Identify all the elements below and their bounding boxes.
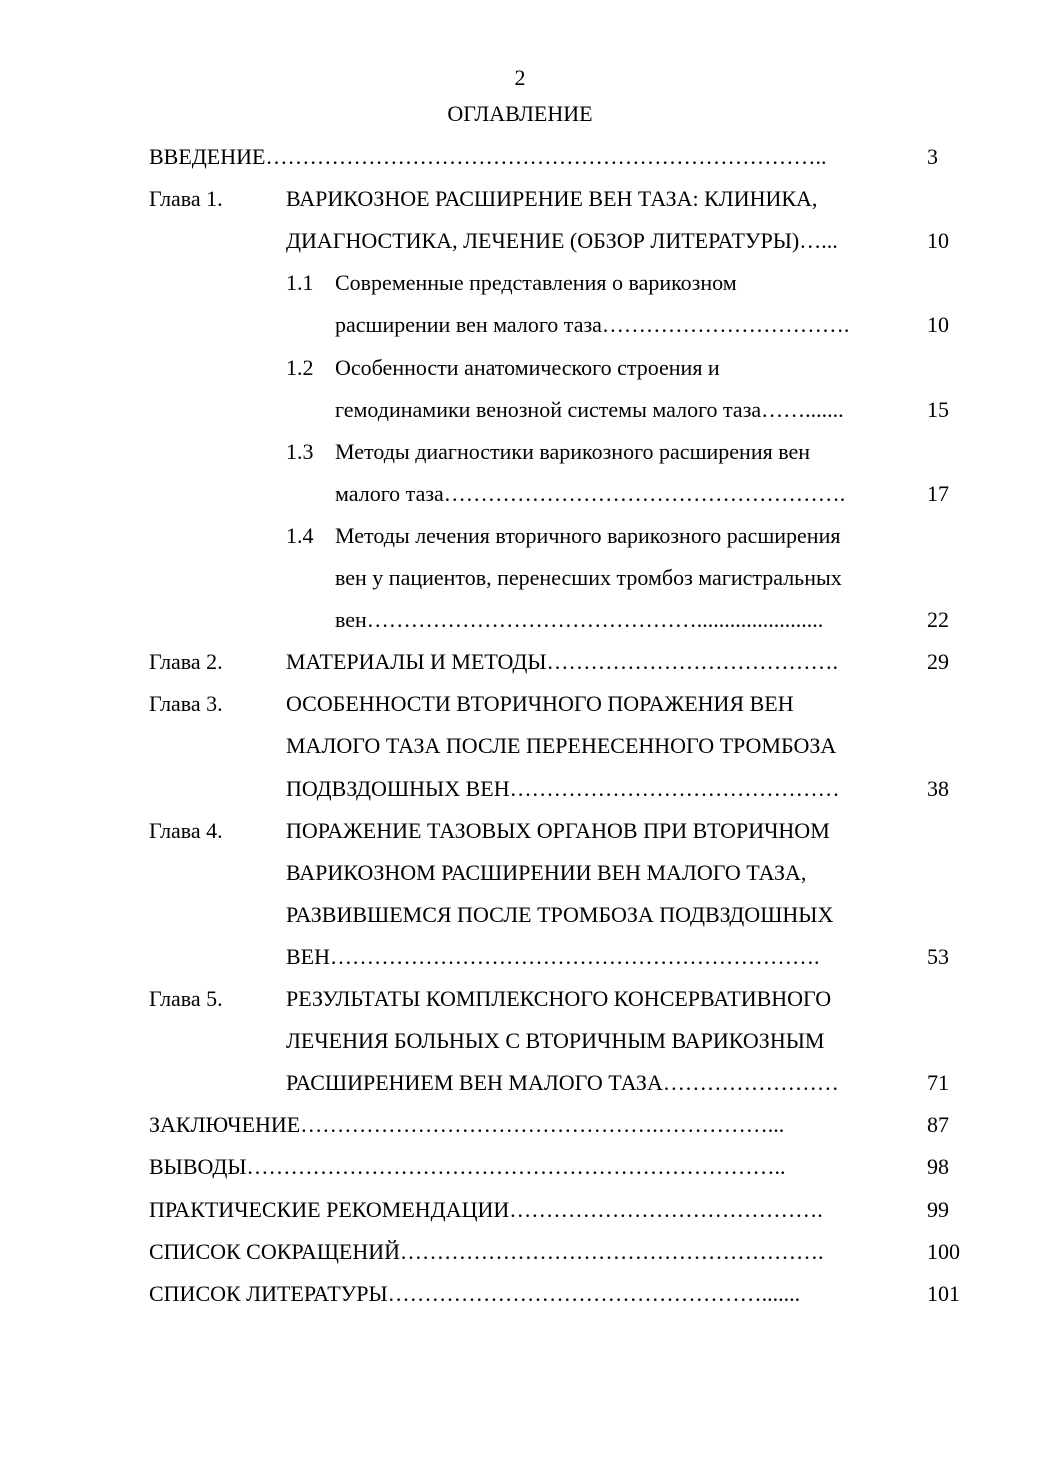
toc-entry-text: расширении вен малого таза……………………………. bbox=[335, 312, 850, 338]
toc-entry-text: ПОРАЖЕНИЕ ТАЗОВЫХ ОРГАНОВ ПРИ ВТОРИЧНОМ bbox=[286, 817, 830, 843]
toc-page-number: 53 bbox=[927, 943, 949, 969]
toc-chapter-label: Глава 2. bbox=[149, 649, 223, 675]
toc-entry-text: МАЛОГО ТАЗА ПОСЛЕ ПЕРЕНЕСЕННОГО ТРОМБОЗА bbox=[286, 733, 837, 759]
toc-page-number: 29 bbox=[927, 649, 949, 675]
toc-entry-text: вен………………………………………....................... bbox=[335, 607, 824, 633]
toc-entry-text: ПОДВЗДОШНЫХ ВЕН……………………………………… bbox=[286, 775, 840, 801]
toc-entry-text: ОСОБЕННОСТИ ВТОРИЧНОГО ПОРАЖЕНИЯ ВЕН bbox=[286, 691, 794, 717]
toc-entry-text: Особенности анатомического строения и bbox=[335, 354, 720, 380]
toc-entry-text: ВАРИКОЗНОЕ РАСШИРЕНИЕ ВЕН ТАЗА: КЛИНИКА, bbox=[286, 186, 818, 212]
toc-page-number: 3 bbox=[927, 144, 938, 169]
toc-entry-text: ЗАКЛЮЧЕНИЕ………………………………………….……………... bbox=[149, 1112, 785, 1138]
toc-entry-text: СПИСОК ЛИТЕРАТУРЫ……………………………………………....... bbox=[149, 1280, 801, 1306]
toc-entry-text: ВЫВОДЫ……………………………………………………………….. bbox=[149, 1154, 786, 1180]
toc-page-number: 15 bbox=[927, 396, 949, 422]
toc-entry-text: малого таза………………………………………………. bbox=[335, 480, 846, 506]
toc-entry-text: СПИСОК СОКРАЩЕНИЙ…………………………………………………. bbox=[149, 1238, 824, 1264]
toc-page-number: 10 bbox=[927, 228, 949, 254]
toc-chapter-label: Глава 3. bbox=[149, 691, 223, 717]
toc-section-number: 1.2 bbox=[286, 354, 314, 380]
toc-entry-text: Современные представления о варикозном bbox=[335, 270, 737, 296]
toc-entry-text: МАТЕРИАЛЫ И МЕТОДЫ…………………………………. bbox=[286, 649, 839, 675]
toc-page-number: 99 bbox=[927, 1196, 949, 1222]
toc-section-number: 1.1 bbox=[286, 270, 314, 296]
toc-entry-text: ВЕН…………………………………………………………. bbox=[286, 943, 820, 969]
toc-entry-text: ДИАГНОСТИКА, ЛЕЧЕНИЕ (ОБЗОР ЛИТЕРАТУРЫ)…... bbox=[286, 228, 838, 254]
toc-entry-text: Методы диагностики варикозного расширения вен bbox=[335, 438, 811, 464]
toc-entry-text: ВВЕДЕНИЕ………………………………………………………………….. bbox=[149, 144, 827, 169]
toc-chapter-label: Глава 1. bbox=[149, 186, 223, 212]
toc-section-number: 1.4 bbox=[286, 522, 314, 548]
toc-entry-text: РАСШИРЕНИЕМ ВЕН МАЛОГО ТАЗА…………………… bbox=[286, 1070, 839, 1096]
toc-page-number: 10 bbox=[927, 312, 949, 338]
toc-entry-text: ПРАКТИЧЕСКИЕ РЕКОМЕНДАЦИИ……………………………………. bbox=[149, 1196, 823, 1222]
toc-page-number: 38 bbox=[927, 775, 949, 801]
toc-page-number: 101 bbox=[927, 1280, 960, 1306]
toc-chapter-label: Глава 4. bbox=[149, 817, 223, 843]
toc-entry-text: вен у пациентов, перенесших тромбоз магистральных bbox=[335, 565, 842, 590]
toc-section-number: 1.3 bbox=[286, 438, 314, 464]
page-title: ОГЛАВЛЕНИЕ bbox=[447, 101, 593, 126]
toc-page-number: 100 bbox=[927, 1238, 960, 1264]
toc-entry-text: ЛЕЧЕНИЯ БОЛЬНЫХ С ВТОРИЧНЫМ ВАРИКОЗНЫМ bbox=[286, 1028, 825, 1054]
toc-page-number: 87 bbox=[927, 1112, 949, 1138]
toc-page-number: 98 bbox=[927, 1154, 949, 1180]
toc-entry-text: РЕЗУЛЬТАТЫ КОМПЛЕКСНОГО КОНСЕРВАТИВНОГО bbox=[286, 986, 832, 1011]
toc-page-number: 71 bbox=[927, 1070, 949, 1096]
toc-entry-text: гемодинамики венозной системы малого таза……....... bbox=[335, 396, 844, 422]
toc-entry-text: РАЗВИВШЕМСЯ ПОСЛЕ ТРОМБОЗА ПОДВЗДОШНЫХ bbox=[286, 901, 834, 927]
toc-entry-text: ВАРИКОЗНОМ РАСШИРЕНИИ ВЕН МАЛОГО ТАЗА, bbox=[286, 859, 807, 885]
toc-chapter-label: Глава 5. bbox=[149, 986, 223, 1011]
toc-page-number: 22 bbox=[927, 607, 949, 633]
toc-page-number: 17 bbox=[927, 480, 949, 506]
toc-entry-text: Методы лечения вторичного варикозного расширения bbox=[335, 522, 841, 548]
page-number: 2 bbox=[514, 65, 526, 90]
